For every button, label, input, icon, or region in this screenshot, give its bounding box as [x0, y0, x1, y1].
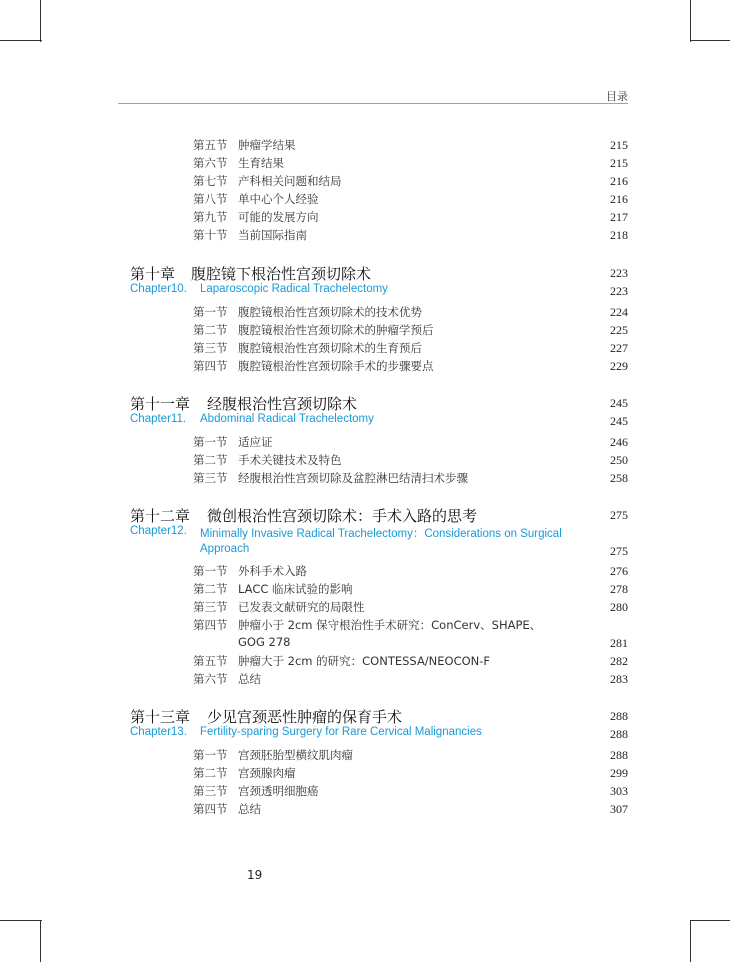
chapter-en-label: Chapter11. [130, 413, 187, 425]
toc-page-number: 288 [610, 727, 628, 741]
section-label: 第八节 [193, 192, 228, 206]
section-label: 第六节 [193, 156, 228, 170]
crop-mark [690, 920, 730, 921]
chapter-label: 第十三章 [130, 708, 191, 726]
toc-section-cont-row [0, 635, 730, 653]
section-title: 可能的发展方向 [238, 210, 319, 224]
crop-mark [0, 920, 42, 921]
toc-page-number: 282 [610, 654, 628, 668]
chapter-en-label: Chapter13. [130, 726, 187, 738]
header-rule [118, 103, 628, 104]
toc-section-row [0, 801, 730, 819]
section-label: 第五节 [193, 654, 228, 668]
section-title: LACC 临床试验的影响 [238, 582, 353, 596]
crop-mark [0, 40, 42, 41]
crop-mark [690, 920, 691, 962]
toc-page-number: 250 [610, 453, 628, 467]
toc-page-number: 217 [610, 210, 628, 224]
section-label: 第一节 [193, 435, 228, 449]
chapter-title: 微创根治性宫颈切除术：手术入路的思考 [207, 507, 478, 525]
chapter-en-title: Fertility-sparing Surgery for Rare Cervical Malignancies [200, 726, 482, 738]
section-title: 总结 [238, 672, 261, 686]
toc-section-row [0, 671, 730, 689]
section-title: 腹腔镜根治性宫颈切除术的肿瘤学预后 [238, 323, 434, 337]
toc-page-number: 283 [610, 672, 628, 686]
section-label: 第十节 [193, 228, 228, 242]
toc-page-number: 225 [610, 323, 628, 337]
section-title: 适应证 [238, 435, 273, 449]
running-head: 目录 [606, 90, 628, 103]
chapter-title: 经腹根治性宫颈切除术 [207, 395, 358, 413]
section-label: 第一节 [193, 305, 228, 319]
section-title: 已发表文献研究的局限性 [238, 600, 365, 614]
toc-page-number: 223 [610, 266, 628, 280]
section-label: 第一节 [193, 748, 228, 762]
toc-section-row [0, 617, 730, 635]
toc-page-number: 245 [610, 396, 628, 410]
toc-section-row [0, 599, 730, 617]
section-title: 产科相关问题和结局 [238, 174, 342, 188]
toc-section-row [0, 581, 730, 599]
section-title: 宫颈腺肉瘤 [238, 766, 296, 780]
section-title: 肿瘤学结果 [238, 138, 296, 152]
section-title: 当前国际指南 [238, 228, 307, 242]
section-title: 宫颈胚胎型横纹肌肉瘤 [238, 748, 353, 762]
section-label: 第七节 [193, 174, 228, 188]
toc-page-number: 229 [610, 359, 628, 373]
toc-chapter-row [0, 263, 730, 281]
toc-section-row [0, 747, 730, 765]
toc-page-number: 299 [610, 766, 628, 780]
toc-page-number: 224 [610, 305, 628, 319]
toc-section-row [0, 470, 730, 488]
toc-chapter-en-row [0, 413, 730, 431]
crop-mark [690, 0, 691, 42]
section-title: 腹腔镜根治性宫颈切除术的生育预后 [238, 341, 422, 355]
section-title: 宫颈透明细胞癌 [238, 784, 319, 798]
section-label: 第五节 [193, 138, 228, 152]
section-title: 肿瘤小于 2cm 保守根治性手术研究：ConCerv、SHAPE、 [238, 618, 542, 632]
toc-section-row [0, 155, 730, 173]
section-label: 第三节 [193, 341, 228, 355]
section-label: 第四节 [193, 359, 228, 373]
crop-mark [40, 920, 41, 962]
section-label: 第三节 [193, 600, 228, 614]
toc-section-row [0, 653, 730, 671]
chapter-en-title: Minimally Invasive Radical Trachelectomy：Considerations on Surgical [200, 528, 562, 540]
section-label: 第四节 [193, 802, 228, 816]
section-label: 第三节 [193, 471, 228, 485]
toc-page-number: 278 [610, 582, 628, 596]
toc-page-number: 280 [610, 600, 628, 614]
toc-page-number: 218 [610, 228, 628, 242]
toc-chapter-row [0, 393, 730, 411]
section-label: 第一节 [193, 564, 228, 578]
chapter-en-label: Chapter10. [130, 283, 187, 295]
section-title: 经腹根治性宫颈切除及盆腔淋巴结清扫术步骤 [238, 471, 468, 485]
toc-section-row [0, 137, 730, 155]
toc-section-row [0, 783, 730, 801]
chapter-title: 腹腔镜下根治性宫颈切除术 [191, 265, 372, 283]
toc-section-row [0, 340, 730, 358]
toc-section-row [0, 173, 730, 191]
toc-page-number: 216 [610, 192, 628, 206]
toc-page-number: 223 [610, 284, 628, 298]
section-label: 第二节 [193, 582, 228, 596]
toc-page-number: 275 [610, 508, 628, 522]
section-label: 第六节 [193, 672, 228, 686]
toc-chapter-en-row [0, 283, 730, 301]
section-title: 单中心个人经验 [238, 192, 319, 206]
toc-chapter-row [0, 505, 730, 523]
toc-page-number: 288 [610, 748, 628, 762]
toc-section-row [0, 452, 730, 470]
page-number: 19 [247, 868, 263, 882]
toc-section-row [0, 322, 730, 340]
section-title: 总结 [238, 802, 261, 816]
section-title: 肿瘤大于 2cm 的研究：CONTESSA/NEOCON-F [238, 654, 491, 668]
toc-page-number: 307 [610, 802, 628, 816]
chapter-en-title: Approach [200, 543, 250, 555]
toc-section-row [0, 191, 730, 209]
toc-page-number: 216 [610, 174, 628, 188]
toc-section-row [0, 358, 730, 376]
toc-section-row [0, 765, 730, 783]
section-label: 第二节 [193, 766, 228, 780]
chapter-en-label: Chapter12. [130, 525, 187, 537]
toc-chapter-en-row [0, 726, 730, 744]
chapter-label: 第十一章 [130, 395, 191, 413]
toc-chapter-en-row [0, 525, 730, 543]
section-title: 外科手术入路 [238, 564, 307, 578]
chapter-title: 少见宫颈恶性肿瘤的保育手术 [207, 708, 403, 726]
toc-section-row [0, 209, 730, 227]
section-title: 腹腔镜根治性宫颈切除术的技术优势 [238, 305, 422, 319]
toc-page-number: 227 [610, 341, 628, 355]
crop-mark [690, 40, 730, 41]
section-label: 第三节 [193, 784, 228, 798]
section-label: 第四节 [193, 618, 228, 632]
chapter-en-title: Laparoscopic Radical Trachelectomy [200, 283, 388, 295]
toc-page-number: 246 [610, 435, 628, 449]
toc-page-number: 215 [610, 156, 628, 170]
toc-page-number: 303 [610, 784, 628, 798]
toc-page-number: 276 [610, 564, 628, 578]
toc-page-number: 215 [610, 138, 628, 152]
chapter-en-title: Abdominal Radical Trachelectomy [200, 413, 374, 425]
toc-section-row [0, 563, 730, 581]
toc-chapter-row [0, 706, 730, 724]
section-label: 第二节 [193, 323, 228, 337]
section-title: 生育结果 [238, 156, 284, 170]
chapter-label: 第十二章 [130, 507, 191, 525]
toc-section-row [0, 434, 730, 452]
section-title: GOG 278 [238, 635, 291, 649]
toc-page-number: 275 [610, 544, 628, 558]
section-label: 第九节 [193, 210, 228, 224]
toc-section-row [0, 304, 730, 322]
toc-page-number: 258 [610, 471, 628, 485]
crop-mark [40, 0, 41, 42]
toc-section-row [0, 227, 730, 245]
chapter-label: 第十章 [130, 265, 176, 283]
toc-chapter-en-cont-row [0, 543, 730, 561]
section-label: 第二节 [193, 453, 228, 467]
toc-page-number: 288 [610, 709, 628, 723]
toc-page-number: 245 [610, 414, 628, 428]
section-title: 腹腔镜根治性宫颈切除手术的步骤要点 [238, 359, 434, 373]
toc-page-number: 281 [610, 636, 628, 650]
section-title: 手术关键技术及特色 [238, 453, 342, 467]
